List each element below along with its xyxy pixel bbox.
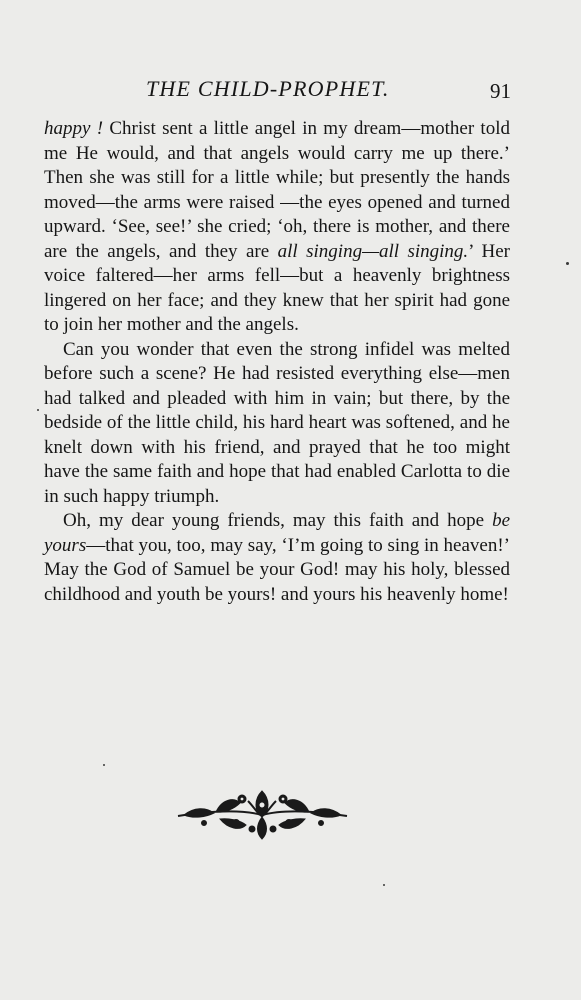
text-run: Christ sent a little angel in my dream—mother told me He would, and that angels would carry me up there.’ Then she was still for a little while; but presently the hands moved—the arms were raised —the eyes opened and turned upward. ‘See, see!’ she cried; ‘oh, there is mother, and there are the angels, and they are — [44, 118, 510, 262]
text-run: —that you, too, may say, ‘I’m going to sing in heaven!’ May the God of Samuel be your God! may his holy, blessed childhood and youth be yours! and yours his heavenly home! — [44, 534, 510, 605]
page-header — [0, 76, 581, 106]
paragraph — [44, 338, 510, 510]
paragraph — [44, 509, 510, 607]
body-text — [44, 117, 510, 607]
floral-ornament-icon — [170, 785, 355, 841]
print-speck — [383, 884, 385, 886]
text-run: Can you wonder that even the strong infidel was melted before such a scene? He had resisted everything else—men had talked and pleaded with him in vain; but there, by the bedside of the little child, his hard heart was softened, and he knelt down with his friend, and prayed that he too might have the same faith and hope that had enabled Carlotta to die in such happy triumph. — [44, 338, 510, 507]
italic-text-run: happy ! — [44, 118, 104, 139]
text-run: ’ Her voice faltered—her arms fell—but a heavenly brightness lingered on her face; and they knew that her spirit had gone to join her mother and the angels. — [44, 240, 510, 335]
running-title: THE CHILD-PROPHET. — [146, 76, 390, 101]
print-speck — [103, 764, 105, 766]
text-run: Oh, my dear young friends, may this faith and hope — [63, 510, 493, 531]
page-number: 91 — [490, 79, 511, 103]
italic-text-run: all singing—all singing. — [277, 240, 469, 262]
print-speck — [566, 262, 569, 265]
italic-text-run: be yours — [44, 510, 510, 556]
print-speck — [37, 409, 39, 411]
paragraph — [44, 117, 510, 338]
